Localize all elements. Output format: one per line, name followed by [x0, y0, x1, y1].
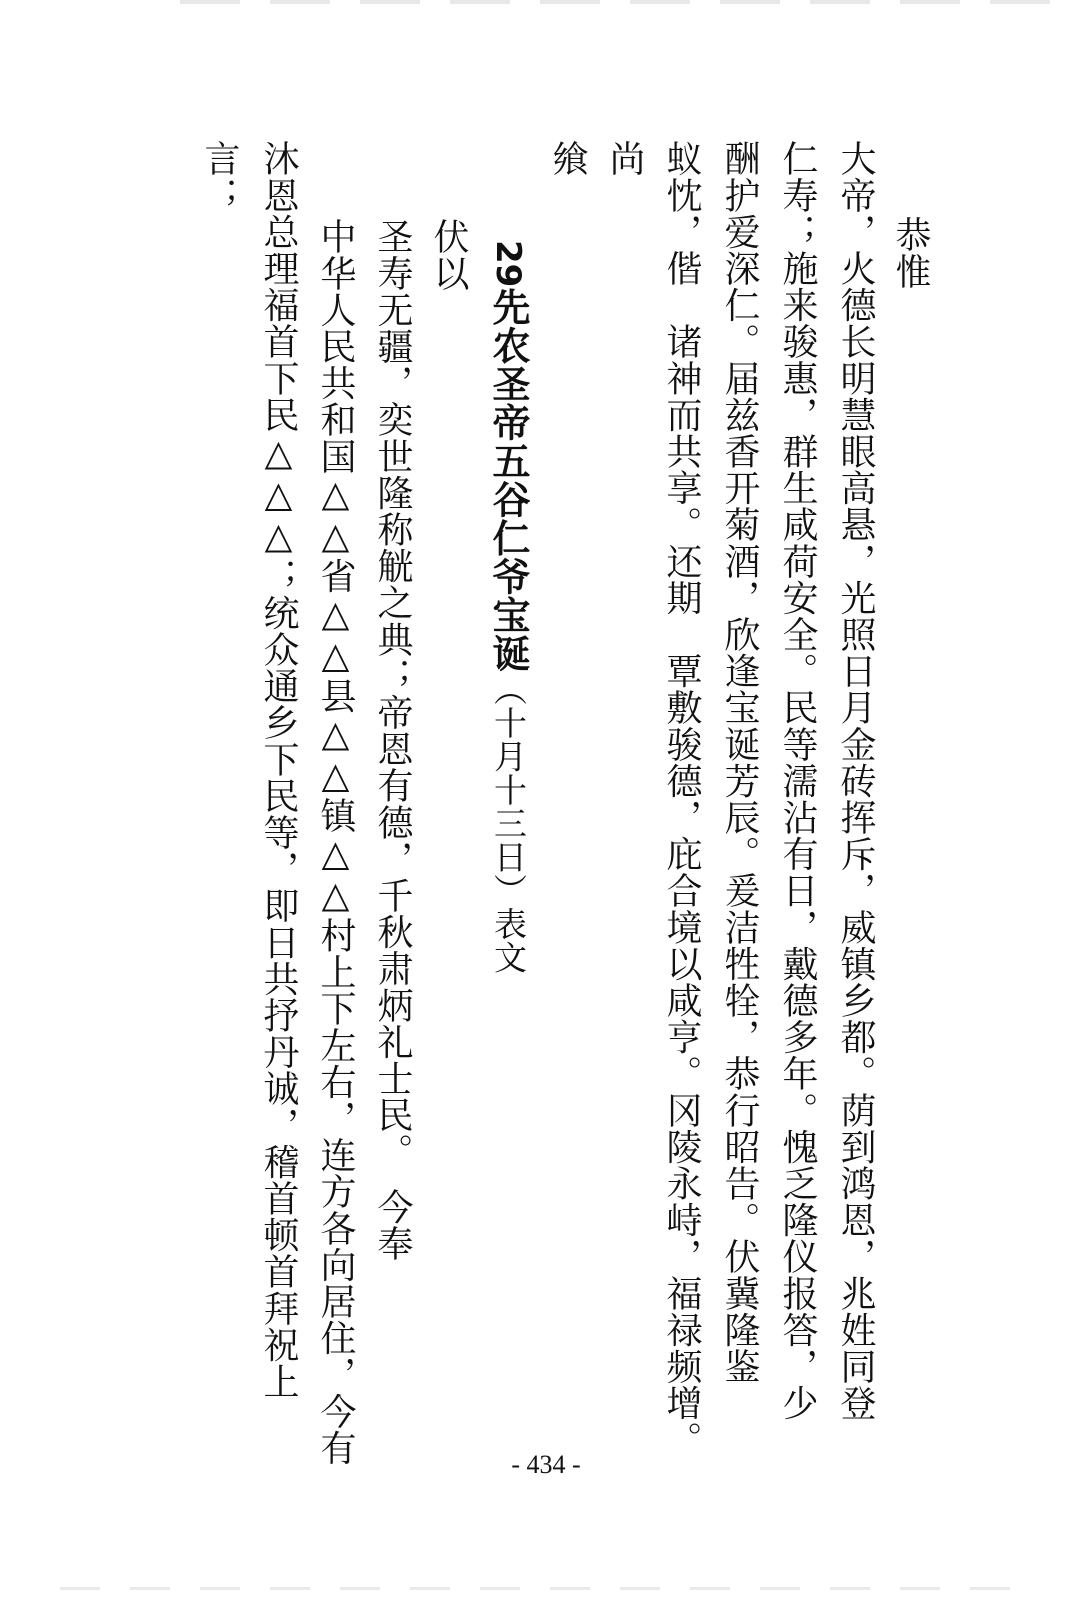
page-number: - 434 - — [511, 1450, 581, 1479]
column-3: 仁寿；施来骏惠，群生咸荷安全。民等濡沾有日，戴德多年。愧乏隆仪报答，少 — [777, 140, 818, 1421]
column-11: 中华人民共和国△△省△△县△△镇△△村上下左右，连方各向居住，今有 — [315, 218, 356, 1466]
column-6: 尚 — [604, 140, 645, 177]
section-number: 29 — [488, 240, 528, 288]
column-2: 大帝，火德长明慧眼高悬，光照日月金砖挥斥，威镇乡都。荫到鸿恩，兆姓同登 — [835, 140, 876, 1421]
section-title-text: 先农圣帝五谷仁爷宝诞 — [486, 287, 530, 673]
column-4: 酬护爱深仁。届兹香开菊酒，欣逢宝诞芳辰。爰洁牲牷，恭行昭告。伏冀隆鉴 — [719, 140, 760, 1385]
scan-edge-top — [180, 0, 1060, 4]
section-subtitle: （十月十三日）表文 — [489, 672, 528, 974]
column-7: 飨 — [547, 140, 588, 177]
scan-edge-bottom — [60, 1587, 1020, 1590]
column-5: 蚁忱，偕 诸神而共享。还期 覃敷骏德，庇合境以咸亨。冈陵永峙，福禄频增。 — [661, 140, 702, 1458]
column-9: 伏以 — [428, 218, 469, 292]
column-13: 言； — [199, 140, 240, 214]
column-1: 恭惟 — [890, 216, 931, 290]
column-10: 圣寿无疆，奕世隆称觥之典；帝恩有德，千秋肃炳礼士民。 今奉 — [372, 218, 413, 1262]
section-title — [486, 240, 530, 974]
column-12: 沐恩总理福首下民△△△；统众通乡下民等，即日共抒丹诚，稽首顿首拜祝上 — [258, 140, 299, 1400]
